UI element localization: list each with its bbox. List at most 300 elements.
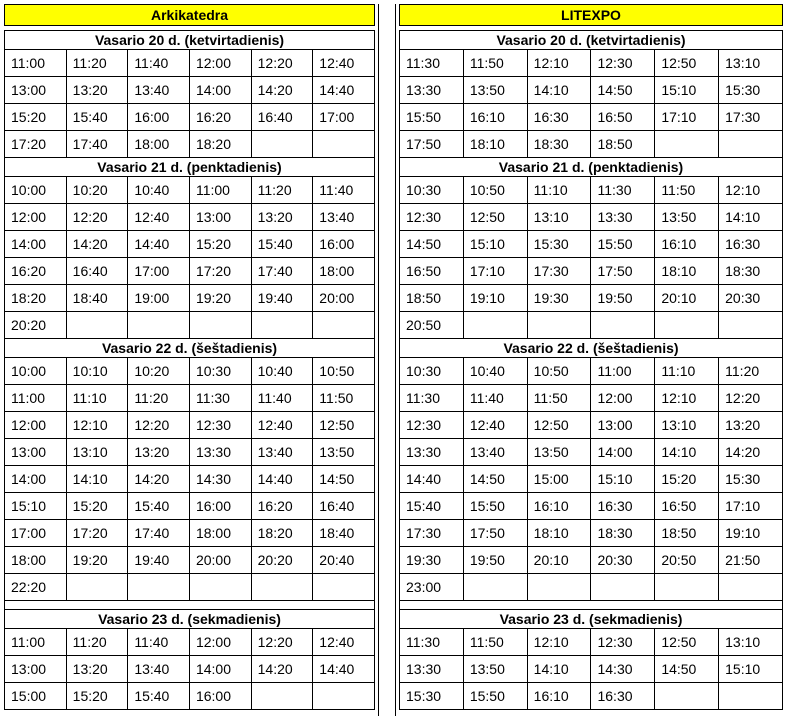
section-gap [400,601,783,610]
departure-time-cell: 11:30 [189,385,251,412]
departure-time-cell: 12:00 [5,412,67,439]
time-row [5,493,375,520]
departure-time-cell: 12:50 [655,629,719,656]
departure-time-cell: 22:20 [5,574,67,601]
departure-time-cell: 10:20 [66,177,128,204]
departure-time-cell: 10:40 [251,358,313,385]
departure-time-cell: 18:50 [655,520,719,547]
departure-time-cell: 10:30 [189,358,251,385]
departure-time-cell [189,312,251,339]
panel-title: Arkikatedra [5,5,375,26]
departure-time-cell: 16:00 [189,683,251,710]
time-row [400,683,783,710]
departure-time-cell: 11:50 [313,385,375,412]
departure-time-cell: 13:00 [5,77,67,104]
departure-time-cell: 15:40 [251,231,313,258]
departure-time-cell: 16:20 [189,104,251,131]
departure-time-cell: 12:00 [189,50,251,77]
departure-time-cell: 14:40 [128,231,190,258]
departure-time-cell: 13:00 [189,204,251,231]
departure-time-cell: 11:40 [251,385,313,412]
departure-time-cell: 11:40 [128,50,190,77]
departure-time-cell: 11:30 [400,385,464,412]
departure-time-cell: 12:20 [128,412,190,439]
departure-time-cell: 10:50 [527,358,591,385]
departure-time-cell: 18:10 [463,131,527,158]
time-row [5,204,375,231]
time-row [5,466,375,493]
departure-time-cell: 17:40 [66,131,128,158]
departure-time-cell: 13:20 [66,77,128,104]
departure-time-cell: 17:50 [463,520,527,547]
time-row [5,385,375,412]
departure-time-cell [251,683,313,710]
departure-time-cell: 15:20 [189,231,251,258]
time-row [5,177,375,204]
departure-time-cell: 11:20 [66,50,128,77]
departure-time-cell: 15:30 [527,231,591,258]
departure-time-cell: 15:00 [527,466,591,493]
day-heading: Vasario 23 d. (sekmadienis) [400,610,783,629]
time-row [400,412,783,439]
departure-time-cell [313,312,375,339]
departure-time-cell: 14:20 [251,77,313,104]
time-row [5,50,375,77]
departure-time-cell [591,574,655,601]
panel-title: LITEXPO [400,5,783,26]
departure-time-cell: 17:50 [591,258,655,285]
time-row [5,574,375,601]
departure-time-cell [719,574,783,601]
day-heading: Vasario 21 d. (penktadienis) [400,158,783,177]
schedule-table [4,4,375,710]
departure-time-cell: 12:10 [527,50,591,77]
departure-time-cell: 13:20 [719,412,783,439]
departure-time-cell: 15:20 [66,683,128,710]
departure-time-cell: 11:00 [189,177,251,204]
departure-time-cell: 13:00 [5,439,67,466]
departure-time-cell: 19:40 [251,285,313,312]
departure-time-cell [719,131,783,158]
departure-time-cell: 12:50 [313,412,375,439]
departure-time-cell [128,574,190,601]
departure-time-cell: 18:50 [591,131,655,158]
time-row [400,439,783,466]
departure-time-cell: 20:50 [655,547,719,574]
departure-time-cell: 19:50 [463,547,527,574]
departure-time-cell: 16:00 [313,231,375,258]
departure-time-cell: 12:50 [527,412,591,439]
departure-time-cell: 11:30 [591,177,655,204]
departure-time-cell: 14:30 [591,656,655,683]
departure-time-cell: 12:40 [128,204,190,231]
departure-time-cell: 18:40 [66,285,128,312]
departure-time-cell: 14:30 [189,466,251,493]
departure-time-cell [527,312,591,339]
time-row [5,439,375,466]
departure-time-cell: 15:40 [128,493,190,520]
time-row [400,466,783,493]
departure-time-cell: 16:10 [527,683,591,710]
departure-time-cell: 13:40 [463,439,527,466]
time-row [400,104,783,131]
time-row [400,520,783,547]
departure-time-cell: 11:10 [66,385,128,412]
departure-time-cell: 14:40 [400,466,464,493]
departure-time-cell: 14:10 [719,204,783,231]
departure-time-cell: 17:20 [189,258,251,285]
departure-time-cell: 18:00 [189,520,251,547]
departure-time-cell: 18:30 [527,131,591,158]
departure-time-cell: 14:40 [313,656,375,683]
departure-time-cell: 11:20 [66,629,128,656]
departure-time-cell: 16:30 [527,104,591,131]
departure-time-cell: 16:20 [251,493,313,520]
time-row [5,285,375,312]
departure-time-cell: 12:10 [66,412,128,439]
departure-time-cell: 15:10 [463,231,527,258]
departure-time-cell [719,683,783,710]
departure-time-cell [527,574,591,601]
time-row [400,656,783,683]
departure-time-cell: 13:30 [400,77,464,104]
departure-time-cell: 17:50 [400,131,464,158]
time-row [400,131,783,158]
time-row [400,285,783,312]
departure-time-cell: 20:00 [313,285,375,312]
departure-time-cell: 20:40 [313,547,375,574]
departure-time-cell: 19:40 [128,547,190,574]
departure-time-cell: 13:50 [655,204,719,231]
departure-time-cell: 17:10 [719,493,783,520]
departure-time-cell: 15:20 [66,493,128,520]
departure-time-cell: 13:10 [527,204,591,231]
departure-time-cell: 17:10 [463,258,527,285]
departure-time-cell: 10:20 [128,358,190,385]
departure-time-cell: 11:50 [527,385,591,412]
time-row [400,629,783,656]
departure-time-cell: 14:00 [5,466,67,493]
departure-time-cell: 17:20 [66,520,128,547]
departure-time-cell [655,312,719,339]
departure-time-cell: 20:30 [591,547,655,574]
departure-time-cell [313,683,375,710]
departure-time-cell: 13:40 [128,77,190,104]
departure-time-cell: 15:30 [719,466,783,493]
departure-time-cell: 18:10 [655,258,719,285]
departure-time-cell: 10:40 [463,358,527,385]
departure-time-cell: 15:30 [719,77,783,104]
departure-time-cell: 13:10 [719,629,783,656]
departure-time-cell: 12:30 [591,50,655,77]
departure-time-cell: 17:00 [313,104,375,131]
departure-time-cell: 16:10 [463,104,527,131]
departure-time-cell: 21:50 [719,547,783,574]
departure-time-cell: 10:50 [313,358,375,385]
departure-time-cell: 13:40 [313,204,375,231]
departure-time-cell: 19:20 [66,547,128,574]
departure-time-cell: 17:30 [719,104,783,131]
departure-time-cell: 13:00 [591,412,655,439]
departure-time-cell: 14:40 [251,466,313,493]
departure-time-cell: 16:50 [655,493,719,520]
departure-time-cell: 15:50 [463,683,527,710]
departure-time-cell: 13:30 [591,204,655,231]
departure-time-cell: 14:20 [251,656,313,683]
departure-time-cell: 12:30 [591,629,655,656]
departure-time-cell: 12:00 [591,385,655,412]
time-row [400,547,783,574]
departure-time-cell: 16:30 [591,493,655,520]
departure-time-cell: 17:10 [655,104,719,131]
time-row [5,131,375,158]
departure-time-cell: 15:50 [591,231,655,258]
departure-time-cell: 15:40 [400,493,464,520]
day-heading: Vasario 22 d. (šeštadienis) [400,339,783,358]
departure-time-cell: 18:20 [189,131,251,158]
time-row [5,312,375,339]
departure-time-cell: 11:00 [591,358,655,385]
departure-time-cell [463,312,527,339]
departure-time-cell: 19:10 [719,520,783,547]
departure-time-cell: 18:20 [5,285,67,312]
departure-time-cell: 11:00 [5,385,67,412]
departure-time-cell: 11:10 [527,177,591,204]
departure-time-cell: 18:30 [719,258,783,285]
departure-time-cell: 16:40 [251,104,313,131]
departure-time-cell: 13:40 [251,439,313,466]
departure-time-cell: 18:10 [527,520,591,547]
departure-time-cell: 19:30 [400,547,464,574]
departure-time-cell: 13:10 [719,50,783,77]
time-row [400,177,783,204]
departure-time-cell: 18:00 [313,258,375,285]
departure-time-cell: 20:10 [527,547,591,574]
schedule-table [399,4,783,710]
departure-time-cell: 23:00 [400,574,464,601]
departure-time-cell: 12:20 [719,385,783,412]
departure-time-cell [719,312,783,339]
time-row [5,412,375,439]
departure-time-cell: 20:00 [189,547,251,574]
day-heading: Vasario 23 d. (sekmadienis) [5,610,375,629]
departure-time-cell: 14:00 [189,656,251,683]
departure-time-cell: 19:50 [591,285,655,312]
departure-time-cell: 10:30 [400,177,464,204]
departure-time-cell: 16:30 [719,231,783,258]
departure-time-cell: 17:00 [5,520,67,547]
departure-time-cell: 10:40 [128,177,190,204]
time-row [400,385,783,412]
departure-time-cell: 12:40 [313,50,375,77]
departure-time-cell: 19:30 [527,285,591,312]
departure-time-cell: 11:30 [400,629,464,656]
time-row [5,231,375,258]
departure-time-cell: 11:20 [251,177,313,204]
day-heading: Vasario 20 d. (ketvirtadienis) [5,31,375,50]
departure-time-cell: 13:50 [463,77,527,104]
departure-time-cell: 19:10 [463,285,527,312]
departure-time-cell: 17:40 [251,258,313,285]
departure-time-cell: 18:00 [5,547,67,574]
departure-time-cell: 10:00 [5,358,67,385]
time-row [5,547,375,574]
departure-time-cell: 16:50 [400,258,464,285]
departure-time-cell: 17:30 [400,520,464,547]
time-row [400,231,783,258]
departure-time-cell: 16:50 [591,104,655,131]
departure-time-cell: 12:40 [313,629,375,656]
departure-time-cell [655,574,719,601]
departure-time-cell: 11:40 [313,177,375,204]
departure-time-cell [463,574,527,601]
time-row [5,683,375,710]
departure-time-cell: 14:10 [527,656,591,683]
time-row [5,358,375,385]
departure-time-cell: 12:00 [5,204,67,231]
departure-time-cell: 13:00 [5,656,67,683]
time-row [5,104,375,131]
time-row [400,258,783,285]
departure-time-cell: 14:50 [463,466,527,493]
departure-time-cell [591,312,655,339]
departure-time-cell: 18:20 [251,520,313,547]
departure-time-cell: 14:50 [655,656,719,683]
departure-time-cell: 12:50 [463,204,527,231]
departure-time-cell: 13:30 [400,439,464,466]
departure-time-cell: 17:40 [128,520,190,547]
departure-time-cell: 16:40 [313,493,375,520]
time-row [5,77,375,104]
departure-time-cell [251,131,313,158]
departure-time-cell: 12:10 [655,385,719,412]
departure-time-cell: 18:50 [400,285,464,312]
column-separator [378,4,396,716]
departure-time-cell [189,574,251,601]
departure-time-cell: 14:50 [400,231,464,258]
departure-time-cell: 14:20 [719,439,783,466]
departure-time-cell: 11:20 [719,358,783,385]
day-heading: Vasario 20 d. (ketvirtadienis) [400,31,783,50]
departure-time-cell: 17:00 [128,258,190,285]
time-row [400,204,783,231]
departure-time-cell: 14:10 [66,466,128,493]
departure-time-cell: 14:00 [5,231,67,258]
departure-time-cell [655,131,719,158]
departure-time-cell: 14:20 [128,466,190,493]
time-row [5,656,375,683]
departure-time-cell: 10:10 [66,358,128,385]
departure-time-cell: 10:30 [400,358,464,385]
departure-time-cell: 15:20 [655,466,719,493]
departure-time-cell [313,131,375,158]
departure-time-cell: 15:30 [400,683,464,710]
departure-time-cell: 15:50 [400,104,464,131]
departure-time-cell [128,312,190,339]
departure-time-cell: 12:30 [400,204,464,231]
departure-time-cell: 17:20 [5,131,67,158]
time-row [400,358,783,385]
departure-time-cell: 13:20 [251,204,313,231]
departure-time-cell: 13:30 [400,656,464,683]
departure-time-cell: 12:20 [66,204,128,231]
departure-time-cell: 12:20 [251,629,313,656]
departure-time-cell: 14:50 [313,466,375,493]
departure-time-cell: 11:40 [128,629,190,656]
departure-time-cell: 16:30 [591,683,655,710]
departure-time-cell: 14:10 [655,439,719,466]
day-heading: Vasario 21 d. (penktadienis) [5,158,375,177]
departure-time-cell: 13:50 [313,439,375,466]
day-heading: Vasario 22 d. (šeštadienis) [5,339,375,358]
departure-time-cell: 12:30 [189,412,251,439]
departure-time-cell: 14:00 [189,77,251,104]
departure-time-cell [655,683,719,710]
time-row [400,574,783,601]
departure-time-cell: 15:10 [719,656,783,683]
departure-time-cell: 13:40 [128,656,190,683]
departure-time-cell: 14:00 [591,439,655,466]
departure-time-cell: 12:40 [463,412,527,439]
departure-time-cell: 14:10 [527,77,591,104]
departure-time-cell [251,574,313,601]
departure-time-cell: 10:50 [463,177,527,204]
departure-time-cell: 19:20 [189,285,251,312]
departure-time-cell: 13:50 [463,656,527,683]
departure-time-cell: 10:00 [5,177,67,204]
departure-time-cell: 20:50 [400,312,464,339]
departure-time-cell: 15:10 [5,493,67,520]
departure-time-cell [66,312,128,339]
departure-time-cell: 11:30 [400,50,464,77]
departure-time-cell: 12:00 [189,629,251,656]
section-gap [5,601,375,610]
time-row [400,77,783,104]
departure-time-cell: 11:50 [655,177,719,204]
departure-time-cell: 15:40 [66,104,128,131]
departure-time-cell: 20:20 [5,312,67,339]
departure-time-cell: 15:00 [5,683,67,710]
departure-time-cell: 13:50 [527,439,591,466]
departure-time-cell: 12:10 [527,629,591,656]
departure-time-cell: 16:40 [66,258,128,285]
panel-arkikatedra [4,4,375,710]
departure-time-cell: 15:40 [128,683,190,710]
time-row [5,629,375,656]
departure-time-cell: 16:00 [128,104,190,131]
departure-time-cell: 11:40 [463,385,527,412]
departure-time-cell: 13:20 [128,439,190,466]
time-row [400,50,783,77]
departure-time-cell: 15:10 [655,77,719,104]
departure-time-cell: 11:10 [655,358,719,385]
departure-time-cell: 11:00 [5,50,67,77]
panel-litexpo [399,4,783,710]
departure-time-cell: 11:00 [5,629,67,656]
departure-time-cell [66,574,128,601]
departure-time-cell: 12:20 [251,50,313,77]
departure-time-cell [251,312,313,339]
departure-time-cell: 20:10 [655,285,719,312]
departure-time-cell: 18:30 [591,520,655,547]
time-row [5,258,375,285]
departure-time-cell [313,574,375,601]
departure-time-cell: 18:00 [128,131,190,158]
departure-time-cell: 11:50 [463,629,527,656]
departure-time-cell: 18:40 [313,520,375,547]
departure-time-cell: 12:30 [400,412,464,439]
departure-time-cell: 20:30 [719,285,783,312]
